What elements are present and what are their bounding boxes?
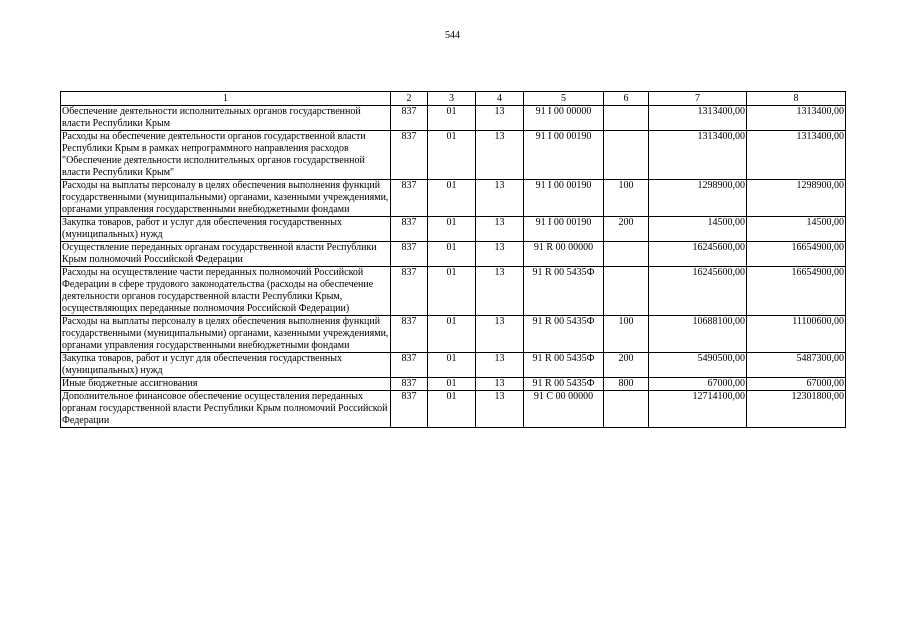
section-code-cell: 01 [428, 391, 476, 428]
expense-type-cell: 100 [604, 316, 649, 353]
target-article-cell: 91 R 00 5435Ф [524, 267, 604, 316]
subsection-code-cell: 13 [476, 106, 524, 131]
amount-col8-cell: 12301800,00 [747, 391, 846, 428]
table-row [61, 267, 846, 316]
amount-col8-cell: 67000,00 [747, 378, 846, 391]
section-code-cell: 01 [428, 267, 476, 316]
expense-type-cell [604, 131, 649, 180]
amount-col7-cell: 1313400,00 [649, 106, 747, 131]
table-row [61, 106, 846, 131]
subsection-code-cell: 13 [476, 378, 524, 391]
target-article-cell: 91 C 00 00000 [524, 391, 604, 428]
target-article-cell: 91 I 00 00000 [524, 106, 604, 131]
target-article-cell: 91 I 00 00190 [524, 131, 604, 180]
table-row [61, 180, 846, 217]
expense-type-cell [604, 242, 649, 267]
target-article-cell: 91 I 00 00190 [524, 180, 604, 217]
expense-type-cell [604, 267, 649, 316]
expense-name-cell: Закупка товаров, работ и услуг для обеспечения государственных (муниципальных) нужд [61, 353, 391, 378]
table-row [61, 391, 846, 428]
table-row [61, 242, 846, 267]
section-code-cell: 01 [428, 131, 476, 180]
amount-col7-cell: 12714100,00 [649, 391, 747, 428]
column-header: 1 [61, 92, 391, 106]
ministry-code-cell: 837 [391, 316, 428, 353]
subsection-code-cell: 13 [476, 242, 524, 267]
section-code-cell: 01 [428, 353, 476, 378]
page-number: 544 [445, 30, 460, 41]
amount-col7-cell: 16245600,00 [649, 267, 747, 316]
amount-col7-cell: 10688100,00 [649, 316, 747, 353]
target-article-cell: 91 R 00 5435Ф [524, 316, 604, 353]
amount-col7-cell: 1313400,00 [649, 131, 747, 180]
column-header: 7 [649, 92, 747, 106]
section-code-cell: 01 [428, 106, 476, 131]
expense-name-cell: Иные бюджетные ассигнования [61, 378, 391, 391]
ministry-code-cell: 837 [391, 378, 428, 391]
expense-type-cell: 200 [604, 353, 649, 378]
target-article-cell: 91 R 00 00000 [524, 242, 604, 267]
amount-col7-cell: 14500,00 [649, 217, 747, 242]
expense-name-cell: Расходы на выплаты персоналу в целях обеспечения выполнения функций государственными (муниципальными) органами, казенными учреждениями, органами управления государственными внебюджетными фондами [61, 316, 391, 353]
section-code-cell: 01 [428, 180, 476, 217]
amount-col8-cell: 1313400,00 [747, 131, 846, 180]
target-article-cell: 91 I 00 00190 [524, 217, 604, 242]
section-code-cell: 01 [428, 217, 476, 242]
ministry-code-cell: 837 [391, 242, 428, 267]
subsection-code-cell: 13 [476, 316, 524, 353]
section-code-cell: 01 [428, 378, 476, 391]
expense-name-cell: Дополнительное финансовое обеспечение осуществления переданных органам государственной власти Республики Крым полномочий Российской Федерации [61, 391, 391, 428]
amount-col8-cell: 1298900,00 [747, 180, 846, 217]
ministry-code-cell: 837 [391, 267, 428, 316]
section-code-cell: 01 [428, 316, 476, 353]
amount-col7-cell: 5490500,00 [649, 353, 747, 378]
budget-table [60, 91, 846, 428]
amount-col7-cell: 1298900,00 [649, 180, 747, 217]
ministry-code-cell: 837 [391, 131, 428, 180]
amount-col8-cell: 11100600,00 [747, 316, 846, 353]
expense-name-cell: Осуществление переданных органам государственной власти Республики Крым полномочий Российской Федерации [61, 242, 391, 267]
table-row [61, 316, 846, 353]
target-article-cell: 91 R 00 5435Ф [524, 353, 604, 378]
amount-col8-cell: 1313400,00 [747, 106, 846, 131]
column-header: 6 [604, 92, 649, 106]
amount-col8-cell: 16654900,00 [747, 242, 846, 267]
expense-type-cell [604, 106, 649, 131]
ministry-code-cell: 837 [391, 391, 428, 428]
amount-col7-cell: 67000,00 [649, 378, 747, 391]
table-row [61, 217, 846, 242]
expense-name-cell: Обеспечение деятельности исполнительных органов государственной власти Республики Крым [61, 106, 391, 131]
subsection-code-cell: 13 [476, 217, 524, 242]
ministry-code-cell: 837 [391, 106, 428, 131]
subsection-code-cell: 13 [476, 180, 524, 217]
expense-type-cell [604, 391, 649, 428]
amount-col7-cell: 16245600,00 [649, 242, 747, 267]
column-header: 2 [391, 92, 428, 106]
table-row [61, 131, 846, 180]
column-header: 4 [476, 92, 524, 106]
column-header: 8 [747, 92, 846, 106]
expense-name-cell: Расходы на обеспечение деятельности органов государственной власти Республики Крым в рамках непрограммного направления расходов "Обеспечение деятельности исполнительных органов государственной власти Республики Крым" [61, 131, 391, 180]
column-header: 3 [428, 92, 476, 106]
expense-type-cell: 800 [604, 378, 649, 391]
amount-col8-cell: 16654900,00 [747, 267, 846, 316]
table-header-row [61, 92, 846, 106]
expense-name-cell: Расходы на осуществление части переданных полномочий Российской Федерации в сфере трудового законодательства (расходы на обеспечение деятельности органов государственной власти Республики Крым, осуществляющих переданные полномочия Российской Федерации) [61, 267, 391, 316]
amount-col8-cell: 14500,00 [747, 217, 846, 242]
expense-type-cell: 100 [604, 180, 649, 217]
ministry-code-cell: 837 [391, 353, 428, 378]
table-row [61, 353, 846, 378]
expense-type-cell: 200 [604, 217, 649, 242]
column-header: 5 [524, 92, 604, 106]
section-code-cell: 01 [428, 242, 476, 267]
ministry-code-cell: 837 [391, 180, 428, 217]
target-article-cell: 91 R 00 5435Ф [524, 378, 604, 391]
subsection-code-cell: 13 [476, 353, 524, 378]
expense-name-cell: Закупка товаров, работ и услуг для обеспечения государственных (муниципальных) нужд [61, 217, 391, 242]
amount-col8-cell: 5487300,00 [747, 353, 846, 378]
subsection-code-cell: 13 [476, 267, 524, 316]
expense-name-cell: Расходы на выплаты персоналу в целях обеспечения выполнения функций государственными (муниципальными) органами, казенными учреждениями, органами управления государственными внебюджетными фондами [61, 180, 391, 217]
subsection-code-cell: 13 [476, 391, 524, 428]
ministry-code-cell: 837 [391, 217, 428, 242]
subsection-code-cell: 13 [476, 131, 524, 180]
table-row [61, 378, 846, 391]
